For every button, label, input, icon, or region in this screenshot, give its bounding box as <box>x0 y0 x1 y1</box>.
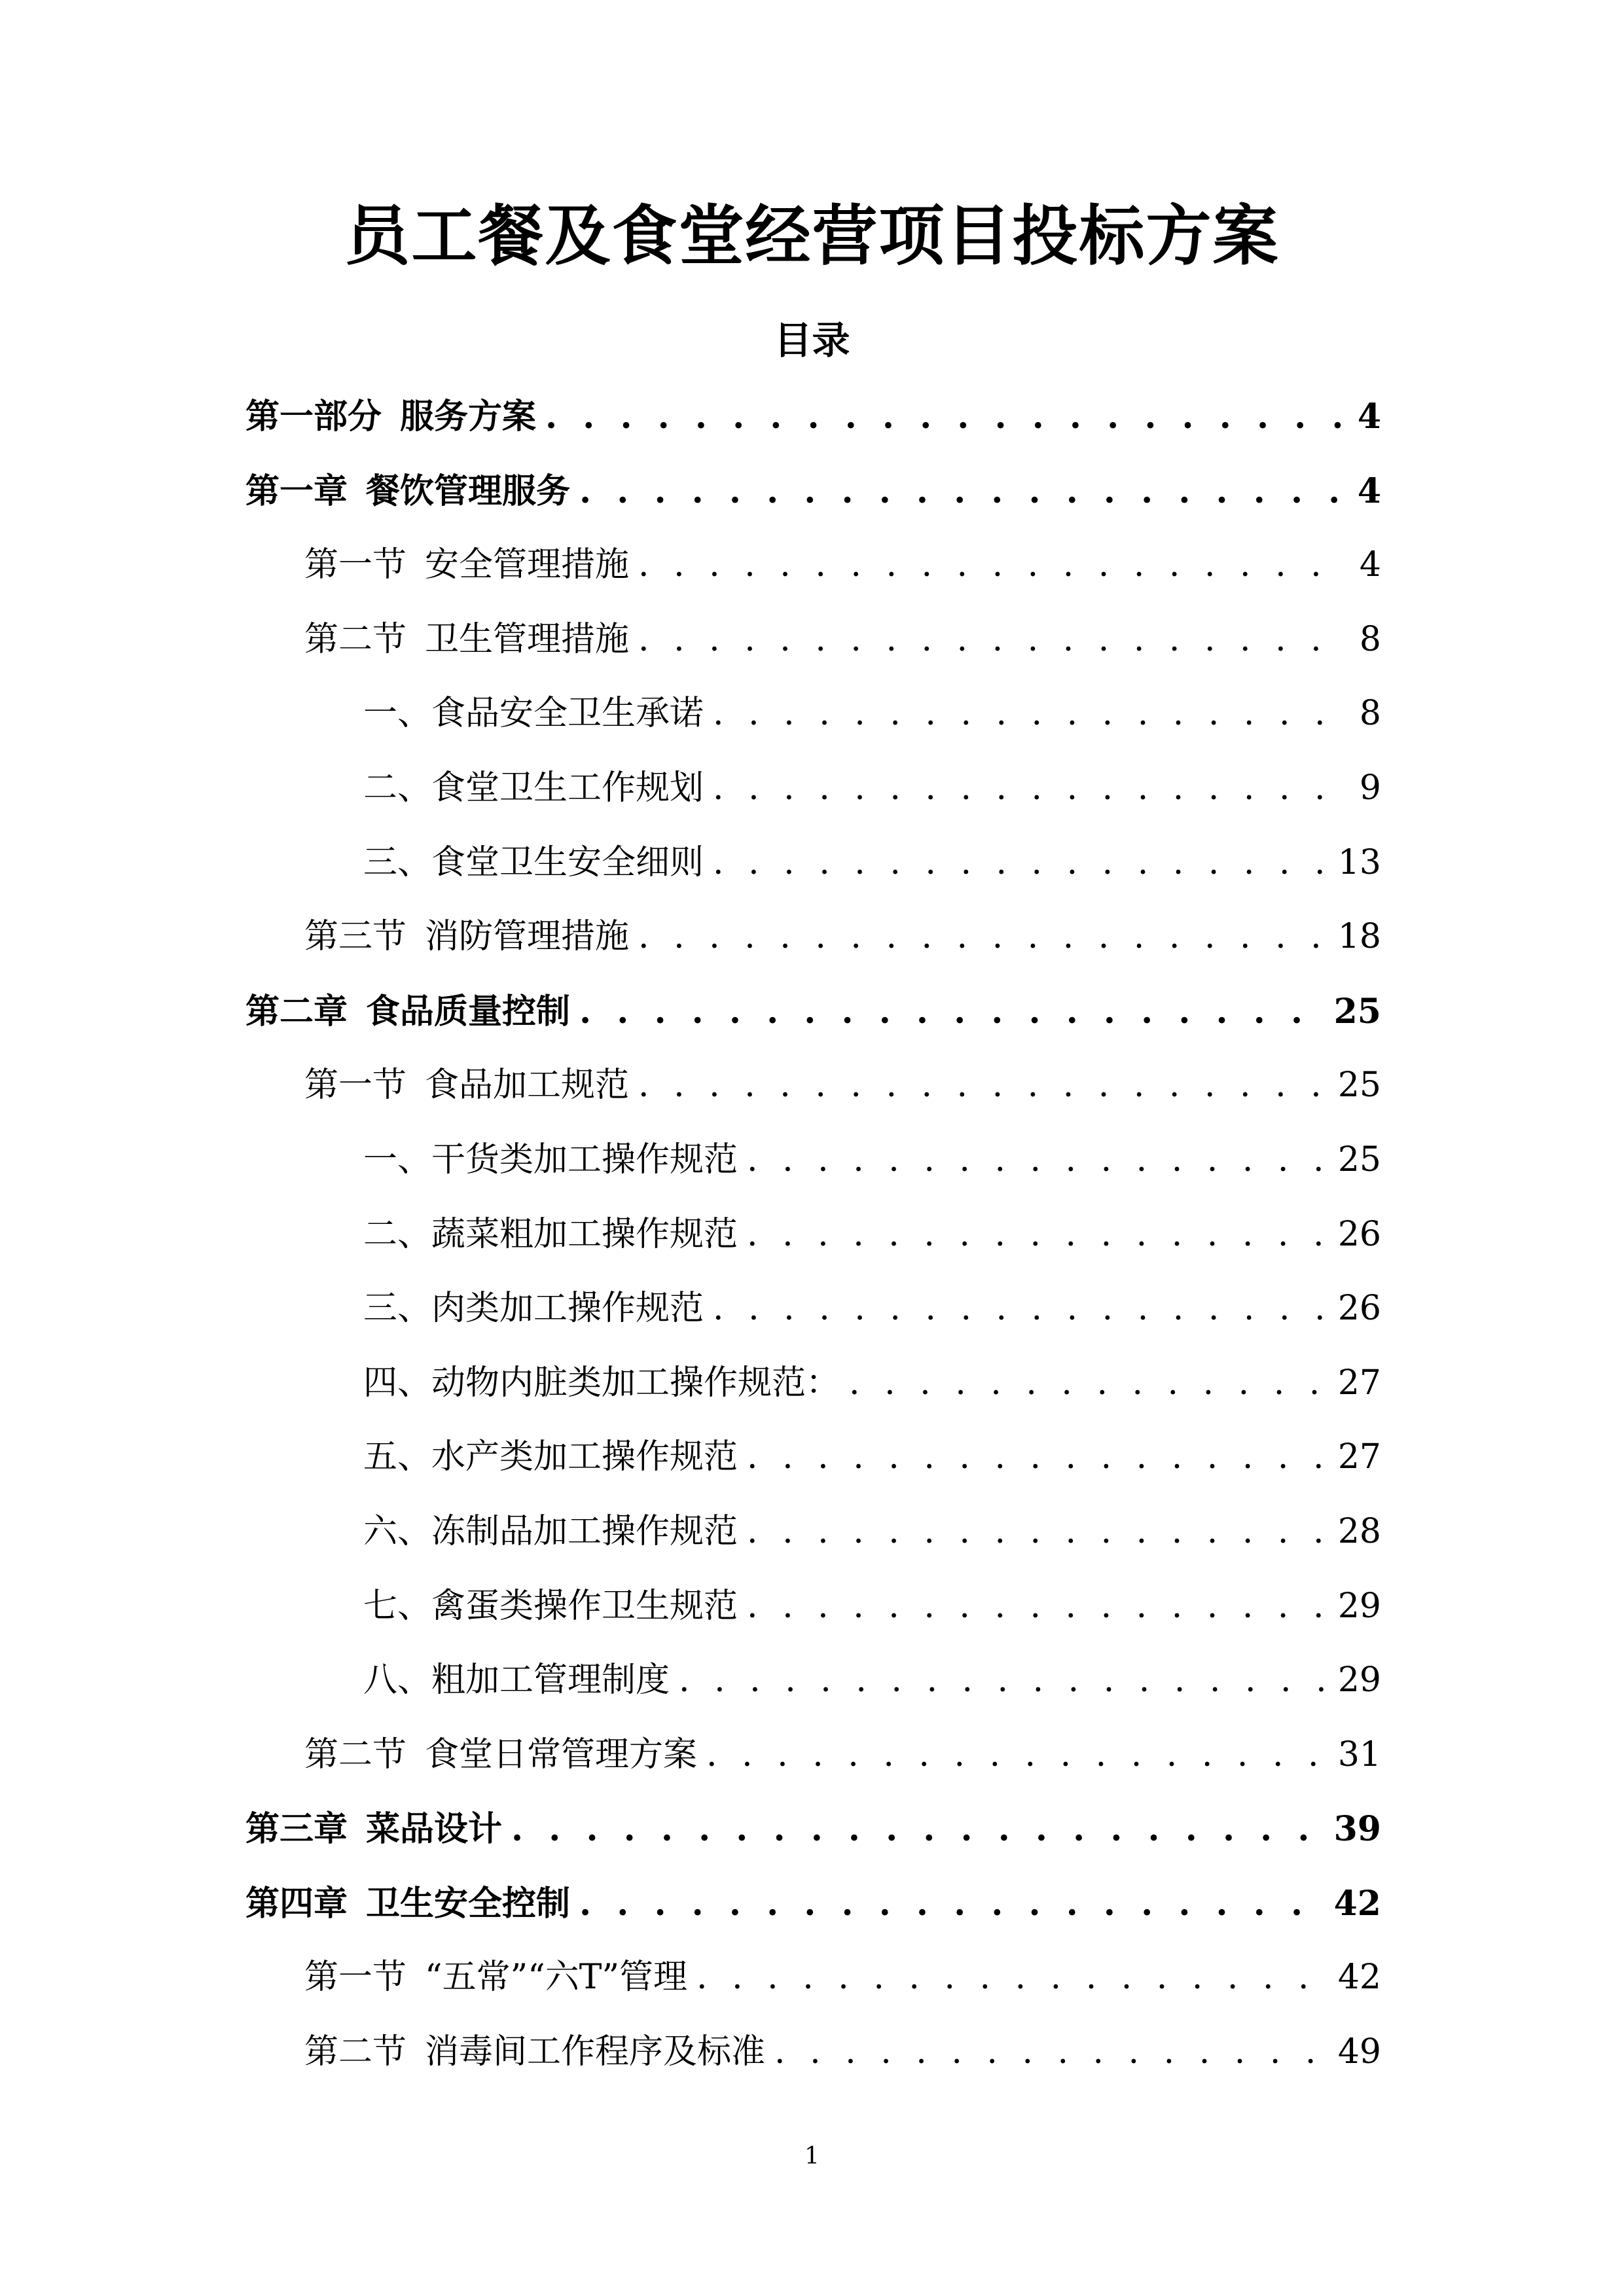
toc-entry-title: 肉类加工操作规范 <box>431 1289 704 1329</box>
toc-entry-page: 18 <box>1337 917 1381 957</box>
toc-entry-title: 消防管理措施 <box>425 917 630 957</box>
toc-entry-number: 第一章 <box>245 471 348 511</box>
toc-entry-number: 第二章 <box>245 991 348 1031</box>
toc-dot-leader <box>638 528 1349 603</box>
toc-dot-leader <box>747 1420 1327 1495</box>
toc-entry-number: 八、 <box>363 1660 432 1700</box>
toc-entry-page: 8 <box>1359 619 1381 659</box>
toc-dot-leader <box>696 1941 1327 2015</box>
toc-entry-title: 食品加工规范 <box>425 1066 630 1105</box>
toc-dot-leader <box>579 454 1347 529</box>
toc-entry-number: 第一节 <box>304 1066 407 1105</box>
toc-entry-page: 8 <box>1359 694 1381 734</box>
toc-entry[interactable] <box>245 454 1381 529</box>
toc-entry-number: 第一部分 <box>245 397 382 437</box>
toc-entry[interactable] <box>245 1198 1381 1272</box>
toc-entry[interactable] <box>245 677 1381 751</box>
toc-entry-title: 水产类加工操作规范 <box>431 1437 738 1477</box>
toc-entry-title: 食品安全卫生承诺 <box>431 694 704 734</box>
toc-entry[interactable] <box>245 900 1381 975</box>
toc-entry[interactable] <box>245 1420 1381 1495</box>
page-number: 1 <box>804 2143 820 2170</box>
toc-entry-title: 食堂日常管理方案 <box>425 1734 698 1774</box>
toc-dot-leader <box>545 380 1347 454</box>
toc-entry-page: 42 <box>1337 1958 1381 1998</box>
toc-entry[interactable] <box>245 826 1381 901</box>
toc-entry-title: 动物内脏类加工操作规范： <box>431 1363 840 1403</box>
toc-entry-title: 卫生管理措施 <box>425 619 630 659</box>
toc-entry-number: 第一节 <box>304 1958 407 1998</box>
toc-entry-title: 服务方案 <box>400 397 537 437</box>
toc-entry-page: 25 <box>1337 1066 1381 1105</box>
toc-dot-leader <box>849 1346 1327 1421</box>
toc-entry[interactable] <box>245 603 1381 677</box>
toc-entry[interactable] <box>245 380 1381 454</box>
toc-entry[interactable] <box>245 1867 1381 1941</box>
toc-entry-title: 粗加工管理制度 <box>431 1660 670 1700</box>
toc-dot-leader <box>638 900 1327 975</box>
toc-entry-title: 禽蛋类操作卫生规范 <box>431 1586 738 1626</box>
toc-entry-page: 42 <box>1333 1883 1381 1924</box>
toc-dot-leader <box>713 751 1349 826</box>
toc-entry-number: 第三节 <box>304 917 407 957</box>
toc-entry-page: 25 <box>1333 991 1381 1031</box>
toc-dot-leader <box>579 975 1324 1049</box>
toc-entry-page: 26 <box>1337 1289 1381 1329</box>
toc-dot-leader <box>713 677 1349 751</box>
toc-entry-page: 27 <box>1337 1437 1381 1477</box>
toc-entry-number: 第二节 <box>304 2032 407 2072</box>
toc-entry-page: 25 <box>1337 1139 1381 1179</box>
toc-dot-leader <box>747 1123 1327 1198</box>
toc-dot-leader <box>511 1792 1324 1867</box>
toc-entry-page: 13 <box>1337 842 1381 882</box>
toc-entry-number: 第二节 <box>304 1734 407 1774</box>
table-of-contents <box>245 380 1381 2090</box>
toc-entry[interactable] <box>245 751 1381 826</box>
toc-entry[interactable] <box>245 1272 1381 1346</box>
toc-entry[interactable] <box>245 1123 1381 1198</box>
toc-entry-title: 干货类加工操作规范 <box>431 1139 738 1179</box>
toc-entry-page: 31 <box>1337 1734 1381 1774</box>
toc-entry[interactable] <box>245 1049 1381 1123</box>
toc-entry-number: 四、 <box>363 1363 432 1403</box>
toc-dot-leader <box>747 1198 1327 1272</box>
toc-entry-title: 食堂卫生安全细则 <box>431 842 704 882</box>
toc-entry-number: 第一节 <box>304 545 407 585</box>
toc-dot-leader <box>713 826 1327 901</box>
toc-entry[interactable] <box>245 1570 1381 1644</box>
toc-entry-number: 二、 <box>363 768 432 808</box>
toc-dot-leader <box>679 1643 1327 1718</box>
toc-entry-title: 餐饮管理服务 <box>366 471 571 511</box>
document-title: 员工餐及食堂经营项目投标方案 <box>344 197 1280 274</box>
toc-entry-page: 28 <box>1337 1511 1381 1551</box>
toc-entry-number: 三、 <box>363 1289 432 1329</box>
toc-entry[interactable] <box>245 1346 1381 1421</box>
toc-entry-number: 第四章 <box>245 1883 348 1924</box>
toc-entry-title: 食品质量控制 <box>366 991 571 1031</box>
toc-dot-leader <box>747 1570 1327 1644</box>
toc-heading: 目录 <box>774 318 850 363</box>
toc-entry-page: 39 <box>1333 1809 1381 1850</box>
toc-entry[interactable] <box>245 528 1381 603</box>
toc-entry-number: 第三章 <box>245 1809 348 1850</box>
toc-dot-leader <box>579 1867 1324 1941</box>
toc-entry-title: 卫生安全控制 <box>366 1883 571 1924</box>
toc-dot-leader <box>638 603 1349 677</box>
toc-dot-leader <box>774 2015 1327 2090</box>
toc-entry[interactable] <box>245 1718 1381 1793</box>
toc-dot-leader <box>706 1718 1327 1793</box>
toc-entry-page: 4 <box>1359 545 1381 585</box>
toc-entry[interactable] <box>245 975 1381 1049</box>
toc-entry-page: 4 <box>1357 397 1381 437</box>
toc-dot-leader <box>747 1495 1327 1570</box>
toc-entry-number: 第二节 <box>304 619 407 659</box>
toc-entry[interactable] <box>245 1495 1381 1570</box>
toc-entry-number: 二、 <box>363 1214 432 1254</box>
toc-entry-page: 9 <box>1359 768 1381 808</box>
toc-entry-title: 安全管理措施 <box>425 545 630 585</box>
toc-entry-page: 4 <box>1357 471 1381 511</box>
toc-entry-number: 一、 <box>363 1139 432 1179</box>
toc-entry-title: 冻制品加工操作规范 <box>431 1511 738 1551</box>
toc-entry-title: “五常”“六T”管理 <box>425 1958 688 1998</box>
toc-entry-title: 蔬菜粗加工操作规范 <box>431 1214 738 1254</box>
toc-entry-title: 菜品设计 <box>366 1809 503 1850</box>
toc-entry-number: 六、 <box>363 1511 432 1551</box>
toc-entry-number: 三、 <box>363 842 432 882</box>
toc-entry[interactable] <box>245 1792 1381 1867</box>
toc-entry[interactable] <box>245 1941 1381 2015</box>
toc-entry-title: 消毒间工作程序及标准 <box>425 2032 766 2072</box>
toc-entry-number: 七、 <box>363 1586 432 1626</box>
toc-entry-title: 食堂卫生工作规划 <box>431 768 704 808</box>
toc-entry-number: 五、 <box>363 1437 432 1477</box>
toc-entry[interactable] <box>245 2015 1381 2090</box>
toc-entry-page: 29 <box>1337 1660 1381 1700</box>
toc-dot-leader <box>638 1049 1327 1123</box>
toc-entry-page: 49 <box>1337 2032 1381 2072</box>
toc-entry-page: 27 <box>1337 1363 1381 1403</box>
toc-entry[interactable] <box>245 1643 1381 1718</box>
toc-entry-page: 26 <box>1337 1214 1381 1254</box>
toc-entry-number: 一、 <box>363 694 432 734</box>
toc-entry-page: 29 <box>1337 1586 1381 1626</box>
toc-dot-leader <box>713 1272 1327 1346</box>
